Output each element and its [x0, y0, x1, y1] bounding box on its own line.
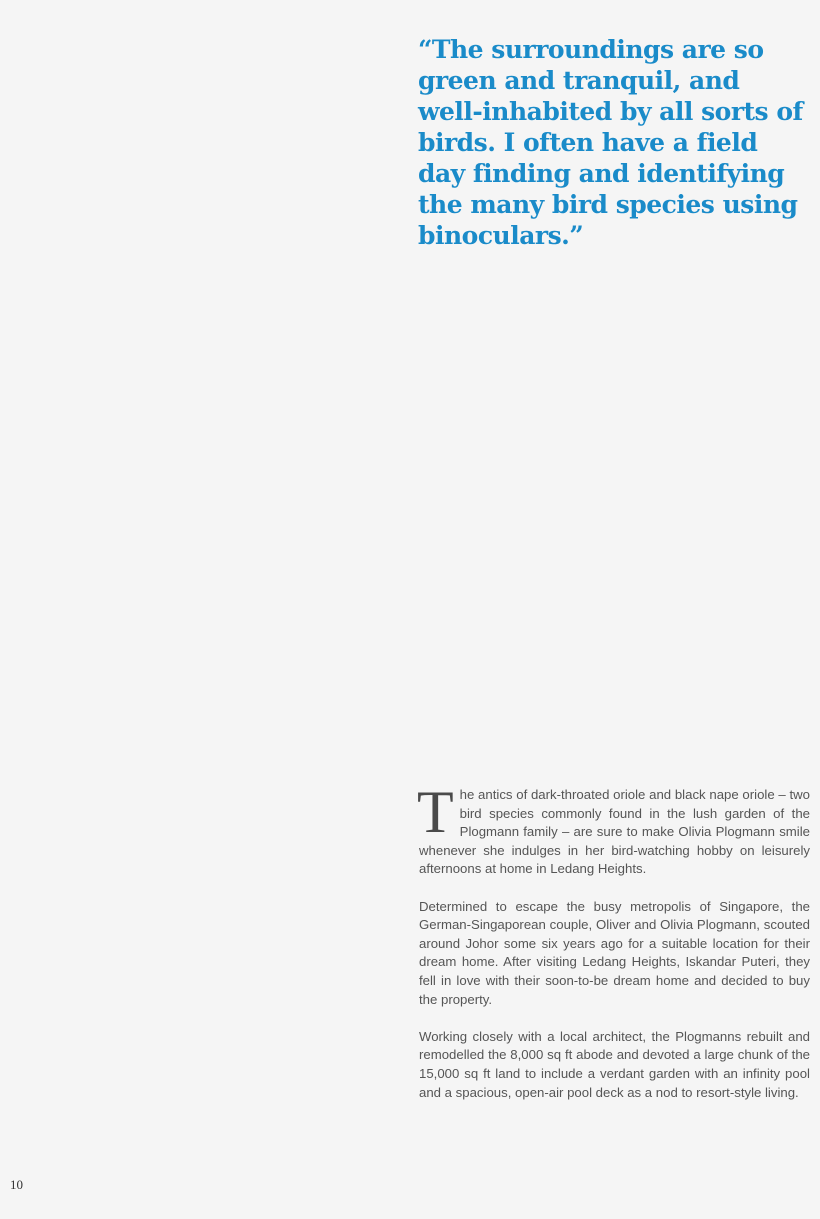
page-number: 10 [10, 1177, 23, 1192]
pull-quote: “The surroundings are so green and tranquil, and well-inhabited by all sorts of birds. I often have a field day finding and identifying the many bird species using binoculars.” [418, 35, 803, 250]
article-body [417, 779, 810, 1121]
paragraph-1-text: he antics of dark-throated oriole and black nape oriole – two bird species commonly found in the lush garden of the Plogmann family – are sure to make Olivia Plogmann smile whenever she indulges in her bird-watching hobby on leisurely afternoons at home in Ledang Heights. [419, 787, 810, 877]
article-paragraph-2: Determined to escape the busy metropolis of Singapore, the German-Singaporean couple, Oliver and Olivia Plogmann, scouted around Johor some six years ago for a suitable location for their dream home. After visiting Ledang Heights, Iskandar Puteri, they fell in love with their soon-to-be dream home and decided to buy the property. [419, 898, 810, 1007]
article-paragraph-3: Working closely with a local architect, the Plogmanns rebuilt and remodelled the 8,000 sq ft abode and devoted a large chunk of the 15,000 sq ft land to include a verdant garden with an infinity pool and a spacious, open-air pool deck as a nod to resort-style living. [419, 1028, 810, 1100]
drop-cap: T [417, 779, 454, 845]
article-paragraph-1 [417, 779, 810, 879]
